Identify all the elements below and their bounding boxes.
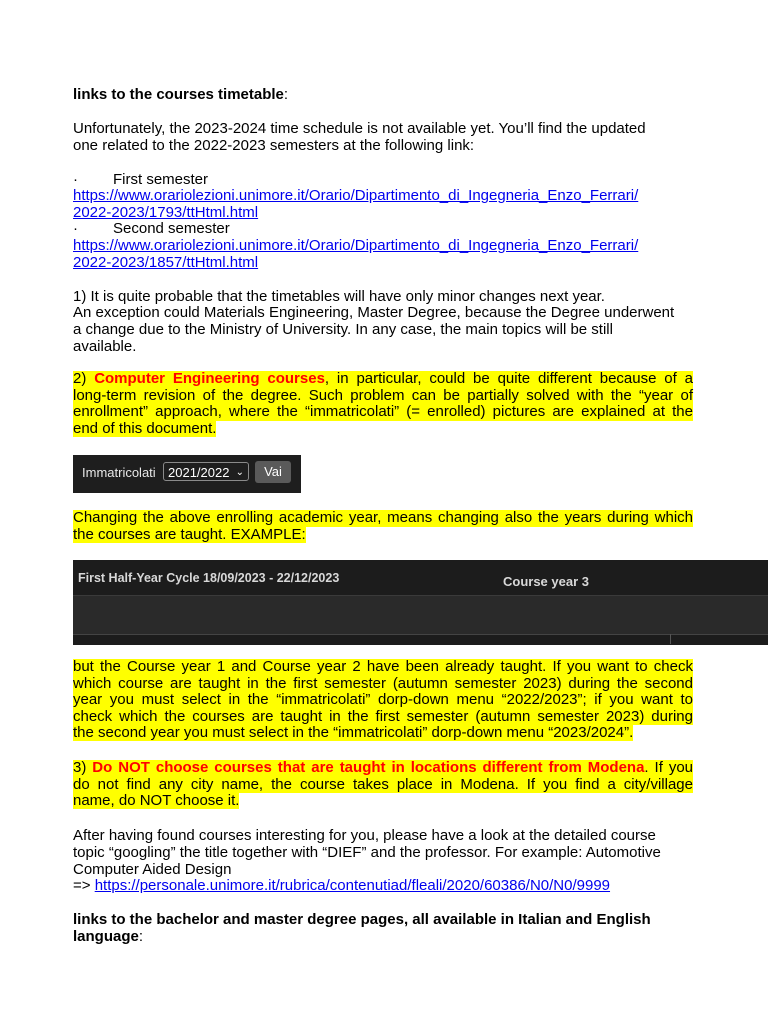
point1-line-1: 1) It is quite probable that the timetables will have only minor changes next year. [73,288,605,305]
automotive-cad-link[interactable]: https://personale.unimore.it/rubrica/contenutiad/fleali/2020/60386/N0/N0/9999 [94,877,611,894]
chevron-down-icon: ⌄ [235,467,244,478]
cycle-row [73,596,768,634]
immatricolati-label: Immatricolati [82,465,156,480]
degree-pages-heading: links to the bachelor and master degree pages, all available in Italian and English [73,911,651,928]
after-line-3: Computer Aided Design [73,861,232,878]
intro-line-2: one related to the 2022-2023 semesters at the following link: [73,137,475,154]
point1-line-3: a change due to the Ministry of University. In any case, the main topics will be still [73,321,613,338]
bullet: · [73,171,78,188]
second-semester-label: · Second semester [73,220,230,237]
degree-pages-heading-line-2: language: [73,928,144,945]
computer-engineering-highlight: Computer Engineering courses [94,370,325,387]
column-separator [670,634,671,644]
first-semester-link-cont[interactable]: 2022-2023/1793/ttHtml.html [73,204,259,221]
intro-line-1: Unfortunately, the 2023-2024 time schedule is not available yet. You’ll find the updated [73,120,646,137]
changing-paragraph: Changing the above enrolling academic year, means changing also the years during which the courses are taught. EXAMPLE: [73,509,693,543]
point3-paragraph: 3) Do NOT choose courses that are taught in locations different from Modena. If you do not find any city name, the course takes place in Modena. If you find a city/village name, do NOT choose it. [73,759,693,810]
first-semester-link-line-1[interactable] [73,187,638,204]
point1-line-2: An exception could Materials Engineering, Master Degree, because the Degree underwent [73,304,675,321]
bullet: · [73,220,78,237]
after-line-1: After having found courses interesting for you, please have a look at the detailed course [73,827,656,844]
second-semester-link-line-2[interactable] [73,254,258,271]
table-body [73,634,768,645]
point2-paragraph: 2) Computer Engineering courses, in particular, could be quite different because of a long-term revision of the degree. Such problem can be partially solved with the “year of enrollment” approach, where the “immatricolati” (= enrolled) pictures are explained at the end of this document. [73,370,693,437]
after-line-2: topic “googling” the title together with “DIEF” and the professor. For example: Automotive [73,844,661,861]
point1-line-4: available. [73,338,137,355]
course-year-header: Course year 3 [503,574,589,589]
first-semester-link-line-2[interactable] [73,204,258,221]
first-semester-link[interactable]: https://www.orariolezioni.unimore.it/Orario/Dipartimento_di_Ingegneria_Enzo_Ferrari/ [73,187,639,204]
second-semester-link-line-1[interactable] [73,237,638,254]
modena-warning-highlight: Do NOT choose courses that are taught in locations different from Modena [92,759,645,776]
second-semester-link-cont[interactable]: 2022-2023/1857/ttHtml.html [73,254,259,271]
half-year-cycle-label: First Half-Year Cycle 18/09/2023 - 22/12/2023 [78,571,340,585]
enrollment-year-select[interactable]: 2021/2022 ⌄ [163,462,249,481]
second-semester-link[interactable]: https://www.orariolezioni.unimore.it/Orario/Dipartimento_di_Ingegneria_Enzo_Ferrari/ [73,237,639,254]
immatricolati-widget [73,455,301,493]
timetable-heading: links to the courses timetable: [73,86,289,103]
course-year-paragraph: but the Course year 1 and Course year 2 have been already taught. If you want to check which course are taught in the first semester (autumn semester 2023) during the second year you must select in the “immatricolati” dorp-down menu “2022/2023”; if you want to check which the courses are taught in the first semester (autumn semester 2023) during the second year you must select in the “immatricolati” dorp-down menu “2023/2024”. [73,658,693,742]
example-link-line: => https://personale.unimore.it/rubrica/contenutiad/fleali/2020/60386/N0/N0/9999 [73,877,611,894]
first-semester-label: · First semester [73,171,209,188]
course-table-example [73,560,768,644]
vai-button[interactable]: Vai [255,461,291,483]
